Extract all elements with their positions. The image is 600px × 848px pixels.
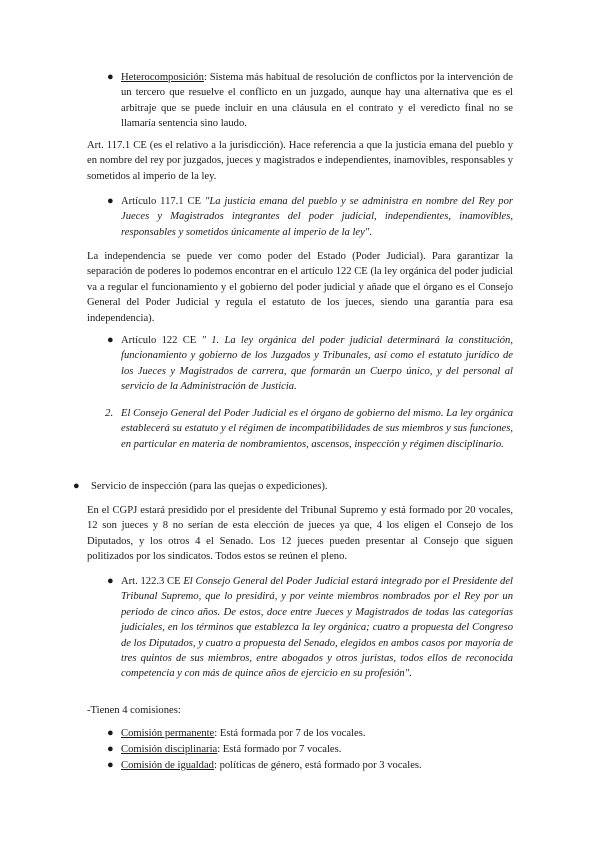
art122-3-label: Art. 122.3 CE	[121, 576, 184, 587]
comision-text: : políticas de género, está formado por 3 vocales.	[213, 760, 422, 771]
independencia-paragraph: La independencia se puede ver como poder del Estado (Poder Judicial). Para garantizar la separación de poderes lo podemos encontrar en el artículo 122 CE (la ley orgánica del poder judicial va a regular el funcionamiento y el gobierno del poder judicial y añade que el órgano es el Consejo General del Poder Judicial y regula el estatuto de los jueces, siendo una garantía para esa independencia).	[87, 251, 513, 324]
art117-end: .	[369, 226, 372, 238]
bullet: ●	[107, 71, 114, 83]
comision-term: Comisión disciplinaria	[121, 744, 218, 755]
art122-2-paragraph: El Consejo General del Poder Judicial es el órgano de gobierno del mismo. La ley orgánica establecerá su estatuto y el régimen de incompatibilidades de sus miembros y sus funciones, en particular en materia de nombramientos, ascensos, inspección y régimen disciplinario.	[121, 408, 513, 450]
comisiones-heading: -Tienen 4 comisiones:	[87, 705, 181, 716]
art122-3-quote: El Consejo General del Poder Judicial estará integrado por el Presidente del Tribunal Supremo, que lo presidirá, y por veinte miembros nombrados por el Rey por un periodo de cinco años. De estos, doce entre Jueces y Magistrados de todas las categorías judiciales, en los términos que establezca la ley orgánica; cuatro a propuesta del Congreso de los Diputados, y cuatro a propuesta del Senado, elegidos en ambos casos por mayoría de tres quintos de sus miembros, entre abogados y otros juristas, todos ellos de reconocida competencia y con más de quince años de ejercicio en su profesión"	[121, 576, 513, 680]
art122-label: Artículo 122 CE	[121, 335, 202, 346]
comision-item	[121, 726, 513, 741]
bullet: ●	[107, 334, 114, 346]
art122-3-end: .	[409, 668, 412, 680]
bullet: ●	[107, 575, 114, 587]
art122-quote-paragraph	[121, 333, 513, 395]
art122-3-paragraph	[121, 574, 513, 682]
heterocomposicion-paragraph	[121, 70, 513, 132]
comision-item	[121, 742, 513, 757]
list-number: 2.	[105, 407, 114, 419]
servicio-inspeccion: Servicio de inspección (para las quejas o expediciones).	[91, 481, 328, 492]
art117-quote: "La justicia emana del pueblo y se administra en nombre del Rey por Jueces y Magistrados integrantes del poder judicial, independientes, inamovibles, responsables y sometidos únicamente al imperio de la ley"	[121, 196, 513, 238]
comision-term: Comisión de igualdad	[121, 760, 214, 771]
heterocomposicion-text: : Sistema más habitual de resolución de conflictos por la intervención de un tercero que resuelve el conflicto en un juzgado, aunque hay una alternativa que es el arbitraje que se puede incluir en una cláusula en el contrato y el veredicto final no se llamaría sentencia sino laudo.	[121, 72, 513, 130]
bullet: ●	[107, 743, 114, 755]
bullet: ●	[107, 727, 114, 739]
art117-quote-paragraph	[121, 194, 513, 240]
heterocomposicion-term: Heterocomposición	[121, 72, 204, 83]
comision-text: : Está formada por 7 de los vocales.	[214, 728, 366, 739]
cgpj-paragraph: En el CGPJ estará presidido por el presidente del Tribunal Supremo y está formado por 20 vocales, 12 son jueces y 8 no serían de esta elección de jueces ya que, 4 los eligen el Consejo de los Diputados, y los otros 4 el Senado. Los 12 jueces pueden presentar al Consejo que siguen politizados por los sindicatos. Todos estos se reúnen el pleno.	[87, 505, 513, 563]
art117-intro-paragraph: Art. 117.1 CE (es el relativo a la jurisdicción). Hace referencia a que la justicia emana del pueblo y en nombre del rey por juzgados, jueces y magistrados e independientes, inamovibles, responsables y sometidos al imperio de la ley.	[87, 140, 513, 182]
bullet: ●	[73, 480, 80, 492]
comision-item	[121, 758, 513, 773]
art122-quote: " 1. La ley orgánica del poder judicial determinará la constitución, funcionamiento y gobierno de los Juzgados y Tribunales, así como el estatuto jurídico de los Jueces y Magistrados de carrera, que formarán un Cuerpo único, y del personal al servicio de la Administración de Justicia.	[121, 335, 514, 393]
art117-label: Artículo 117.1 CE	[121, 196, 205, 207]
bullet: ●	[107, 195, 114, 207]
comision-text: : Está formado por 7 vocales.	[217, 744, 342, 755]
bullet: ●	[107, 759, 114, 771]
comision-term: Comisión permanente	[121, 728, 215, 739]
